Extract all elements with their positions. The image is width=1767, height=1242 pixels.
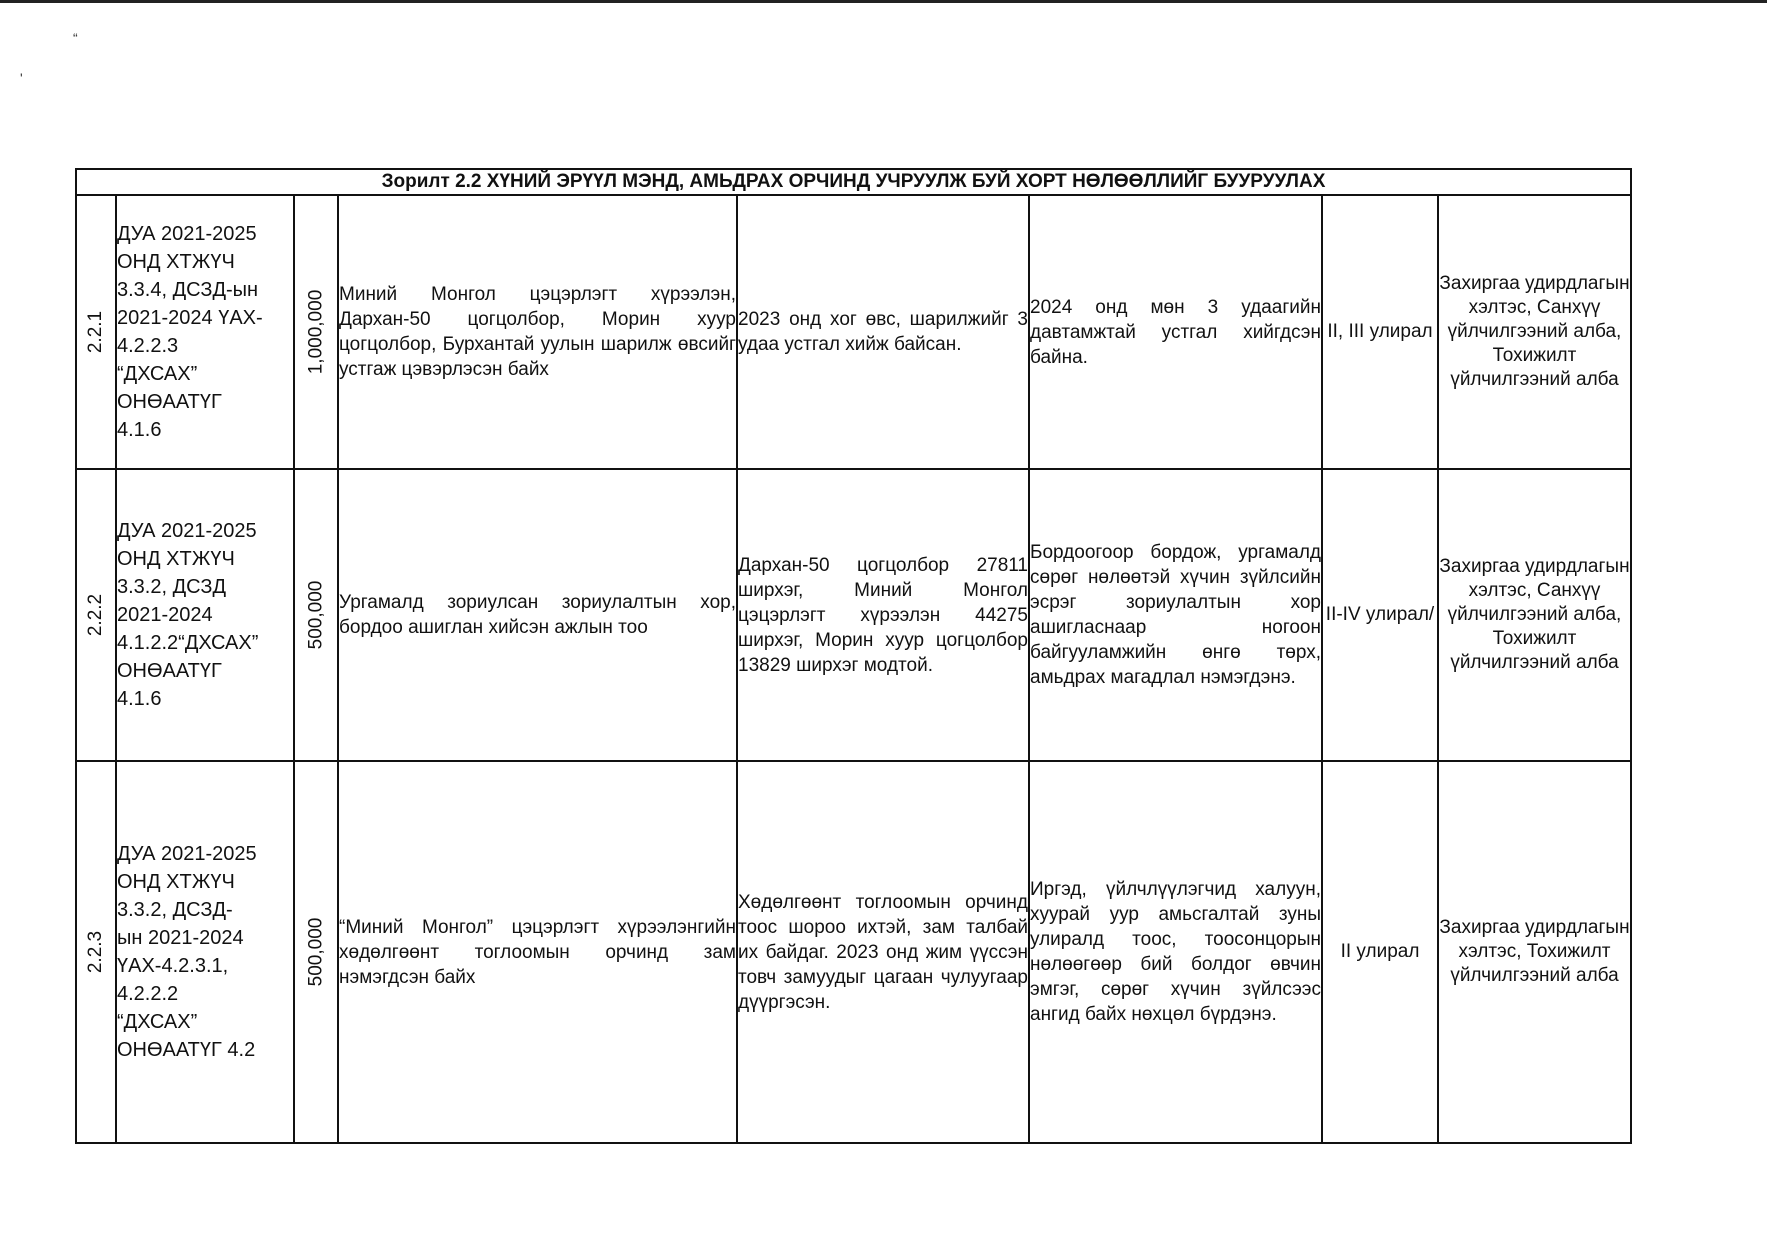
reference-cell <box>116 469 294 761</box>
budget-cell <box>294 469 338 761</box>
reference-cell <box>116 761 294 1143</box>
reference-line: ОНД ХТЖҮЧ <box>117 548 235 570</box>
target-cell: 2024 онд мөн 3 удаагийн давтамжтай устгал хийгдсэн байна. <box>1029 195 1322 469</box>
stray-mark: “ <box>73 30 78 46</box>
baseline-cell: Хөдөлгөөнт тоглоомын орчинд тоос шороо ихтэй, зам талбай их байдаг. 2023 онд жим үүссэн товч замуудыг цагаан чулуугаар дүүргэсэн. <box>737 761 1029 1143</box>
reference-line: ДУА 2021-2025 <box>117 223 257 245</box>
budget-amount: 500,000 <box>305 580 326 650</box>
reference-line: 4.1.6 <box>117 688 162 710</box>
reference-line: 4.1.6 <box>117 419 162 441</box>
budget-cell <box>294 195 338 469</box>
reference-line: 3.3.4, ДСЗД-ын <box>117 279 259 301</box>
reference-line: “ДХСАХ” <box>117 1011 198 1033</box>
period-cell: II, III улирал <box>1322 195 1438 469</box>
measure-cell: Ургамалд зориулсан зориулалтын хор, бордоо ашиглан хийсэн ажлын тоо <box>338 469 737 761</box>
row-number-cell <box>76 195 116 469</box>
action-plan-table <box>75 168 1632 1144</box>
period-cell: II-IV улирал/ <box>1322 469 1438 761</box>
reference-line: 3.3.2, ДСЗД <box>117 576 226 598</box>
target-cell: Иргэд, үйлчлүүлэгчид халуун, хуурай уур амьсгалтай зуны улиралд тоос, тоосонцорын нөлөөгөөр бий болдог өвчин эмгэг, сөрөг хүчин зүйлсээс ангид байх нөхцөл бүрдэнэ. <box>1029 761 1322 1143</box>
baseline-cell: 2023 онд хог өвс, шарилжийг 3 удаа устгал хийж байсан. <box>737 195 1029 469</box>
section-title: Зорилт 2.2 ХҮНИЙ ЭРҮҮЛ МЭНД, АМЬДРАХ ОРЧИНД УЧРУУЛЖ БУЙ ХОРТ НӨЛӨӨЛЛИЙГ БУУРУУЛАХ <box>76 169 1631 195</box>
reference-line: 3.3.2, ДСЗД- <box>117 899 233 921</box>
reference-line: ОНӨААТҮГ <box>117 660 222 682</box>
measure-cell: Миний Монгол цэцэрлэгт хүрээлэн, Дархан-50 цогцолбор, Морин хуур цогцолбор, Бурхантай уулын шарилж өвсийг устгаж цэвэрлэсэн байх <box>338 195 737 469</box>
reference-line: ОНӨААТҮГ <box>117 391 222 413</box>
reference-line: ОНД ХТЖҮЧ <box>117 251 235 273</box>
responsible-cell: Захиргаа удирдлагын хэлтэс, Санхүү үйлчилгээний алба, Тохижилт үйлчилгээний алба <box>1438 195 1631 469</box>
row-number-cell <box>76 469 116 761</box>
reference-line: ДУА 2021-2025 <box>117 843 257 865</box>
reference-line: 2021-2024 ҮАХ- <box>117 307 263 329</box>
reference-line: ОНӨААТҮГ 4.2 <box>117 1039 256 1061</box>
budget-amount: 1,000,000 <box>305 289 326 375</box>
period-cell: II улирал <box>1322 761 1438 1143</box>
reference-line: 2021-2024 <box>117 604 213 626</box>
table-row <box>76 761 1631 1143</box>
row-number: 2.2.3 <box>85 930 107 974</box>
budget-cell <box>294 761 338 1143</box>
responsible-cell: Захиргаа удирдлагын хэлтэс, Тохижилт үйлчилгээний алба <box>1438 761 1631 1143</box>
table-row <box>76 195 1631 469</box>
reference-line: 4.2.2.3 <box>117 335 179 357</box>
row-number-cell <box>76 761 116 1143</box>
reference-cell <box>116 195 294 469</box>
table-row <box>76 469 1631 761</box>
baseline-cell: Дархан-50 цогцолбор 27811 ширхэг, Миний Монгол цэцэрлэгт хүрээлэн 44275 ширхэг, Морин хуур цогцолбор 13829 ширхэг модтой. <box>737 469 1029 761</box>
reference-line: ДУА 2021-2025 <box>117 520 257 542</box>
stray-mark: ' <box>20 70 23 86</box>
budget-amount: 500,000 <box>305 917 326 987</box>
row-number: 2.2.2 <box>85 593 107 637</box>
reference-line: ҮАХ-4.2.3.1, <box>117 955 229 977</box>
row-number: 2.2.1 <box>85 310 107 354</box>
responsible-cell: Захиргаа удирдлагын хэлтэс, Санхүү үйлчилгээний алба, Тохижилт үйлчилгээний алба <box>1438 469 1631 761</box>
target-cell: Бордоогоор бордож, ургамалд сөрөг нөлөөтэй хүчин зүйлсийн эсрэг зориулалтын хор ашигласнаар ногоон байгууламжийн өнгө төрх, амьдрах магадлал нэмэгдэнэ. <box>1029 469 1322 761</box>
reference-line: 4.2.2.2 <box>117 983 179 1005</box>
reference-line: “ДХСАХ” <box>117 363 198 385</box>
measure-cell: “Миний Монгол” цэцэрлэгт хүрээлэнгийн хөдөлгөөнт тоглоомын орчинд зам нэмэгдсэн байх <box>338 761 737 1143</box>
reference-line: ын 2021-2024 <box>117 927 244 949</box>
page-top-rule <box>0 0 1767 3</box>
reference-line: ОНД ХТЖҮЧ <box>117 871 235 893</box>
reference-line: 4.1.2.2“ДХСАХ” <box>117 632 259 654</box>
section-title-row <box>76 169 1631 195</box>
